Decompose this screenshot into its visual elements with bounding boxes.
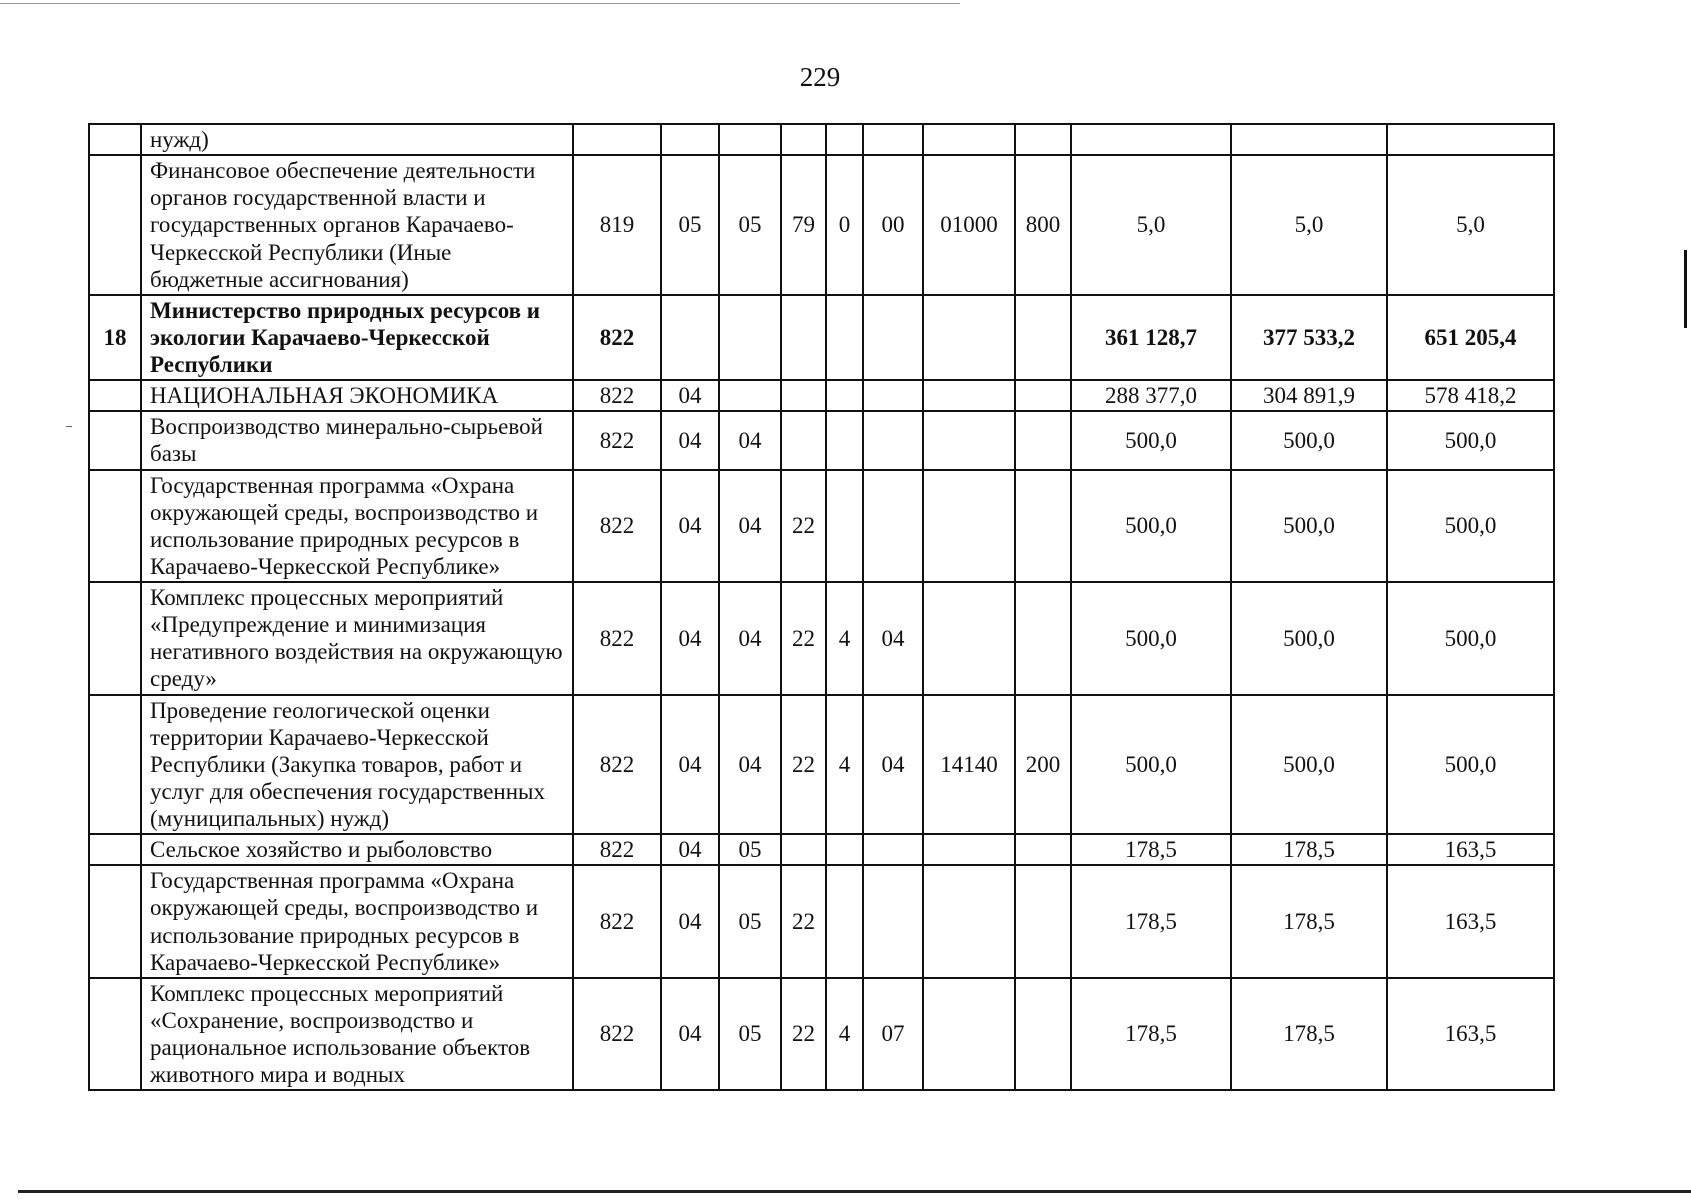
amount-year-3: 651 205,4 [1387,295,1554,380]
table-row [89,380,1554,411]
amount-year-1: 178,5 [1071,865,1231,978]
subprogram-code [826,411,863,469]
direction-code: 14140 [923,695,1015,835]
dept-code: 819 [573,155,661,295]
dept-code: 822 [573,695,661,835]
section-code: 04 [661,470,719,583]
section-code [661,295,719,380]
item-name: Министерство природных ресурсов и экологии Карачаево-Черкесской Республики [141,295,573,380]
expense-type-code [1015,295,1071,380]
amount-year-1: 178,5 [1071,834,1231,865]
item-name: Комплекс процессных мероприятий «Сохранение, воспроизводство и рациональное использование объектов животного мира и водных [141,978,573,1091]
activity-code: 04 [863,695,923,835]
amount-year-2: 178,5 [1231,865,1387,978]
row-number [89,582,141,695]
direction-code [923,411,1015,469]
dept-code: 822 [573,411,661,469]
amount-year-3: 500,0 [1387,411,1554,469]
table-row [89,470,1554,583]
section-code: 04 [661,865,719,978]
amount-year-1: 288 377,0 [1071,380,1231,411]
dept-code: 822 [573,380,661,411]
row-number [89,834,141,865]
direction-code [923,380,1015,411]
expense-type-code [1015,124,1071,155]
amount-year-1: 178,5 [1071,978,1231,1091]
subsection-code: 05 [719,978,781,1091]
amount-year-1 [1071,124,1231,155]
amount-year-1: 5,0 [1071,155,1231,295]
expense-type-code [1015,380,1071,411]
row-number [89,124,141,155]
activity-code [863,124,923,155]
row-number [89,155,141,295]
amount-year-2: 5,0 [1231,155,1387,295]
subsection-code: 04 [719,411,781,469]
amount-year-2: 178,5 [1231,834,1387,865]
table-row [89,124,1554,155]
subprogram-code [826,865,863,978]
row-number [89,695,141,835]
direction-code: 01000 [923,155,1015,295]
expense-type-code [1015,978,1071,1091]
item-name: Комплекс процессных мероприятий «Предупреждение и минимизация негативного воздействия на окружающую среду» [141,582,573,695]
subprogram-code [826,470,863,583]
direction-code [923,295,1015,380]
item-name: Проведение геологической оценки территории Карачаево-Черкесской Республики (Закупка товаров, работ и услуг для обеспечения государственных (муниципальных) нужд) [141,695,573,835]
row-number [89,380,141,411]
subprogram-code [826,380,863,411]
item-name: Сельское хозяйство и рыболовство [141,834,573,865]
section-code: 05 [661,155,719,295]
amount-year-2: 500,0 [1231,582,1387,695]
activity-code: 00 [863,155,923,295]
item-name: нужд) [141,124,573,155]
direction-code [923,978,1015,1091]
subsection-code [719,380,781,411]
scan-speck [66,426,72,427]
program-code: 22 [781,582,826,695]
direction-code [923,582,1015,695]
table-row [89,978,1554,1091]
amount-year-1: 361 128,7 [1071,295,1231,380]
activity-code [863,470,923,583]
amount-year-2: 178,5 [1231,978,1387,1091]
section-code [661,124,719,155]
amount-year-2: 500,0 [1231,695,1387,835]
table-row [89,155,1554,295]
amount-year-1: 500,0 [1071,470,1231,583]
expense-type-code: 200 [1015,695,1071,835]
subprogram-code: 4 [826,582,863,695]
dept-code: 822 [573,834,661,865]
direction-code [923,834,1015,865]
dept-code [573,124,661,155]
program-code: 79 [781,155,826,295]
activity-code [863,295,923,380]
amount-year-2: 500,0 [1231,470,1387,583]
expense-type-code [1015,834,1071,865]
activity-code [863,380,923,411]
subprogram-code: 0 [826,155,863,295]
item-name: Воспроизводство минерально-сырьевой базы [141,411,573,469]
amount-year-2: 377 533,2 [1231,295,1387,380]
section-code: 04 [661,834,719,865]
program-code [781,380,826,411]
expense-type-code [1015,865,1071,978]
expense-type-code [1015,582,1071,695]
row-number [89,411,141,469]
amount-year-3: 163,5 [1387,865,1554,978]
table-row [89,865,1554,978]
activity-code: 04 [863,582,923,695]
program-code: 22 [781,470,826,583]
program-code [781,124,826,155]
row-number [89,470,141,583]
table-row [89,695,1554,835]
amount-year-1: 500,0 [1071,582,1231,695]
amount-year-2: 500,0 [1231,411,1387,469]
activity-code: 07 [863,978,923,1091]
subprogram-code [826,295,863,380]
subsection-code: 05 [719,155,781,295]
dept-code: 822 [573,865,661,978]
subsection-code: 05 [719,834,781,865]
subsection-code: 04 [719,695,781,835]
scan-edge-top [0,3,960,4]
subprogram-code: 4 [826,695,863,835]
subprogram-code [826,124,863,155]
amount-year-1: 500,0 [1071,695,1231,835]
item-name: Финансовое обеспечение деятельности органов государственной власти и государственных органов Карачаево-Черкесской Республики (Иные бюджетные ассигнования) [141,155,573,295]
page-number: 229 [799,62,841,92]
amount-year-2: 304 891,9 [1231,380,1387,411]
scan-edge-bottom [18,1190,1691,1193]
item-name: Государственная программа «Охрана окружающей среды, воспроизводство и использование природных ресурсов в Карачаево-Черкесской Республике» [141,470,573,583]
expense-type-code [1015,470,1071,583]
budget-table [88,123,1555,1091]
amount-year-3 [1387,124,1554,155]
subsection-code: 04 [719,470,781,583]
amount-year-2 [1231,124,1387,155]
activity-code [863,834,923,865]
dept-code: 822 [573,978,661,1091]
scan-edge-mark [1684,250,1687,328]
item-name: Государственная программа «Охрана окружающей среды, воспроизводство и использование природных ресурсов в Карачаево-Черкесской Республике» [141,865,573,978]
program-code: 22 [781,865,826,978]
table-row [89,411,1554,469]
dept-code: 822 [573,470,661,583]
amount-year-3: 500,0 [1387,582,1554,695]
subsection-code [719,124,781,155]
table-row [89,834,1554,865]
row-number [89,978,141,1091]
expense-type-code: 800 [1015,155,1071,295]
table-row [89,582,1554,695]
amount-year-3: 578 418,2 [1387,380,1554,411]
activity-code [863,865,923,978]
section-code: 04 [661,582,719,695]
program-code [781,295,826,380]
dept-code: 822 [573,295,661,380]
program-code: 22 [781,978,826,1091]
program-code [781,411,826,469]
section-code: 04 [661,695,719,835]
subsection-code [719,295,781,380]
expense-type-code [1015,411,1071,469]
item-name: НАЦИОНАЛЬНАЯ ЭКОНОМИКА [141,380,573,411]
section-code: 04 [661,380,719,411]
amount-year-3: 500,0 [1387,695,1554,835]
subprogram-code: 4 [826,978,863,1091]
subprogram-code [826,834,863,865]
program-code [781,834,826,865]
amount-year-3: 500,0 [1387,470,1554,583]
amount-year-1: 500,0 [1071,411,1231,469]
table-row [89,295,1554,380]
amount-year-3: 163,5 [1387,978,1554,1091]
section-code: 04 [661,411,719,469]
activity-code [863,411,923,469]
section-code: 04 [661,978,719,1091]
direction-code [923,470,1015,583]
subsection-code: 05 [719,865,781,978]
dept-code: 822 [573,582,661,695]
subsection-code: 04 [719,582,781,695]
row-number: 18 [89,295,141,380]
amount-year-3: 163,5 [1387,834,1554,865]
row-number [89,865,141,978]
program-code: 22 [781,695,826,835]
direction-code [923,865,1015,978]
amount-year-3: 5,0 [1387,155,1554,295]
direction-code [923,124,1015,155]
